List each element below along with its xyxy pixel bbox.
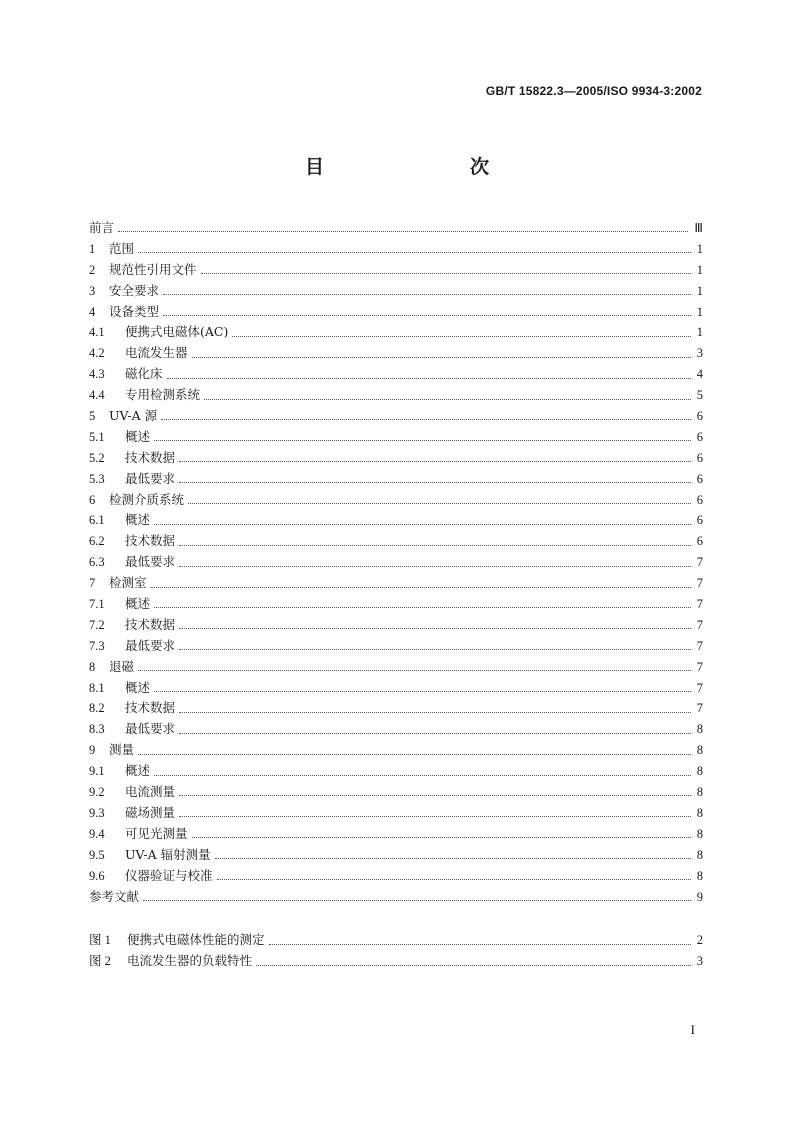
toc-entry[interactable] [89, 364, 703, 385]
toc-entry-title: 便携式电磁体(AC) [125, 324, 229, 340]
toc-leader-dots [179, 544, 691, 546]
toc-entry-title: 检测介质系统 [109, 491, 185, 507]
toc-entry-number: 2 [89, 262, 96, 277]
toc-entry[interactable] [89, 636, 703, 657]
toc-entry-number: 6.3 [89, 555, 105, 570]
toc-entry-number: 9 [89, 743, 96, 758]
toc-entry-title: 规范性引用文件 [109, 261, 197, 277]
toc-leader-dots [167, 377, 691, 379]
toc-entry[interactable] [89, 302, 703, 323]
toc-entry-number: 图 1 [89, 933, 111, 948]
toc-leader-dots [256, 964, 691, 966]
toc-entry-title: 检测室 [109, 575, 147, 591]
toc-leader-dots [143, 899, 691, 901]
toc-entry-title: 最低要求 [125, 554, 176, 570]
toc-entry-title: 专用检测系统 [125, 387, 201, 403]
toc-entry-title: 概述 [125, 596, 151, 612]
toc-entry-number: 4.1 [89, 325, 105, 340]
toc-leader-dots [179, 815, 691, 817]
toc-entry-page: 8 [696, 764, 703, 779]
toc-leader-dots [179, 732, 691, 734]
toc-leader-dots [201, 272, 691, 274]
toc-entry[interactable] [89, 845, 703, 866]
toc-entry[interactable] [89, 406, 703, 427]
toc-entry-title: 设备类型 [109, 303, 160, 319]
toc-entry-page: 8 [696, 722, 703, 737]
toc-entry-title: 电流发生器的负载特性 [127, 953, 253, 969]
toc-figures-section [89, 930, 703, 972]
toc-entry-page: 4 [696, 367, 703, 382]
toc-entry[interactable] [89, 803, 703, 824]
toc-leader-dots [138, 753, 691, 755]
toc-entry-title: 最低要求 [125, 470, 176, 486]
toc-entry-number: 8 [89, 659, 96, 674]
toc-entry[interactable] [89, 782, 703, 803]
toc-leader-dots [163, 314, 691, 316]
toc-entry-page: 3 [696, 954, 703, 969]
toc-entry-title: 电流发生器 [125, 345, 188, 361]
toc-entry-number: 6.1 [89, 513, 105, 528]
toc-entry-title: 范围 [109, 240, 135, 256]
toc-entry-page: 7 [696, 701, 703, 716]
toc-entry-number: 5 [89, 409, 96, 424]
standard-code: GB/T 15822.3—2005/ISO 9934-3:2002 [485, 84, 702, 98]
toc-entry[interactable] [89, 824, 703, 845]
toc-entry-number: 4.4 [89, 388, 105, 403]
toc-entry[interactable] [89, 761, 703, 782]
toc-entry-title: 仪器验证与校准 [125, 867, 213, 883]
table-of-contents [89, 218, 703, 972]
toc-entry-page: 7 [696, 597, 703, 612]
toc-entry-number: 8.1 [89, 680, 105, 695]
toc-entry[interactable] [89, 322, 703, 343]
page-title: 目 次 [304, 156, 525, 178]
toc-entry[interactable] [89, 866, 703, 887]
toc-leader-dots [232, 335, 690, 337]
toc-entry-number: 9.3 [89, 805, 105, 820]
toc-entry-title: 便携式电磁体性能的测定 [127, 932, 265, 948]
toc-entry-number: 7 [89, 576, 96, 591]
toc-entry[interactable] [89, 573, 703, 594]
page-number: I [690, 1022, 695, 1037]
toc-entry-title: 磁化床 [125, 366, 163, 382]
toc-leader-dots [154, 523, 691, 525]
toc-entry-page: 1 [696, 283, 703, 298]
toc-leader-dots [179, 794, 691, 796]
toc-entry-title: 电流测量 [125, 784, 176, 800]
toc-entry[interactable] [89, 427, 703, 448]
toc-leader-dots [192, 356, 691, 358]
toc-leader-dots [215, 857, 691, 859]
toc-entry-number: 3 [89, 283, 96, 298]
toc-main-section [89, 218, 703, 907]
toc-entry-number: 5.3 [89, 471, 105, 486]
toc-entry-number: 5.1 [89, 429, 105, 444]
toc-leader-dots [179, 711, 691, 713]
toc-entry-number: 9.6 [89, 868, 105, 883]
toc-leader-dots [161, 418, 691, 420]
toc-entry-title: 技术数据 [125, 700, 176, 716]
toc-entry-title: 概述 [125, 512, 151, 528]
toc-entry[interactable] [89, 343, 703, 364]
toc-entry-page: 1 [696, 325, 703, 340]
toc-entry-title: 测量 [109, 742, 135, 758]
toc-leader-dots [204, 398, 691, 400]
toc-entry-number: 图 2 [89, 954, 111, 969]
toc-entry[interactable] [89, 698, 703, 719]
toc-entry-page: 3 [696, 346, 703, 361]
toc-entry-title: 磁场测量 [125, 804, 176, 820]
toc-entry-title: 前言 [89, 220, 115, 235]
toc-entry-page: 6 [696, 409, 703, 424]
toc-entry-title: 最低要求 [125, 721, 176, 737]
toc-entry-page: 8 [696, 847, 703, 862]
toc-entry-number: 6.2 [89, 534, 105, 549]
toc-entry-page: 8 [696, 785, 703, 800]
toc-leader-dots [154, 439, 691, 441]
toc-entry-page: 7 [696, 617, 703, 632]
toc-entry-number: 9.2 [89, 785, 105, 800]
toc-entry-page: 7 [696, 576, 703, 591]
toc-entry-number: 7.2 [89, 617, 105, 632]
toc-entry-title: 技术数据 [125, 616, 176, 632]
toc-entry-page: 8 [696, 868, 703, 883]
toc-entry-title: 概述 [125, 679, 151, 695]
toc-leader-dots [269, 943, 691, 945]
toc-entry-title: 概述 [125, 763, 151, 779]
toc-entry-number: 4 [89, 304, 96, 319]
toc-leader-dots [154, 690, 691, 692]
toc-entry[interactable] [89, 448, 703, 469]
toc-leader-dots [151, 586, 691, 588]
toc-entry[interactable] [89, 218, 703, 239]
toc-entry-page: 6 [696, 471, 703, 486]
toc-entry-page: 6 [696, 429, 703, 444]
toc-entry-title: 退磁 [109, 658, 135, 674]
toc-entry-title: 技术数据 [125, 533, 176, 549]
toc-entry[interactable] [89, 887, 703, 908]
toc-leader-dots [118, 230, 688, 232]
toc-entry[interactable] [89, 740, 703, 761]
toc-entry[interactable] [89, 678, 703, 699]
toc-entry-page: 9 [696, 889, 703, 904]
toc-entry-number: 8.3 [89, 722, 105, 737]
toc-entry[interactable] [89, 615, 703, 636]
toc-entry-page: 8 [696, 743, 703, 758]
toc-leader-dots [138, 251, 691, 253]
toc-entry-title: UV-A 源 [109, 408, 158, 424]
toc-entry[interactable] [89, 260, 703, 281]
toc-entry[interactable] [89, 469, 703, 490]
toc-entry-number: 9.1 [89, 764, 105, 779]
toc-entry[interactable] [89, 239, 703, 260]
toc-leader-dots [179, 565, 691, 567]
toc-entry-title: 安全要求 [109, 282, 160, 298]
toc-entry[interactable] [89, 531, 703, 552]
toc-entry-number: 6 [89, 492, 96, 507]
toc-entry-page: 5 [696, 388, 703, 403]
toc-entry[interactable] [89, 490, 703, 511]
toc-leader-dots [163, 293, 691, 295]
toc-entry-number: 4.3 [89, 367, 105, 382]
toc-leader-dots [138, 669, 691, 671]
toc-entry-number: 7.1 [89, 597, 105, 612]
toc-leader-dots [154, 774, 691, 776]
toc-entry-page: 1 [696, 241, 703, 256]
toc-entry-number: 5.2 [89, 450, 105, 465]
toc-entry-title: 最低要求 [125, 637, 176, 653]
toc-leader-dots [154, 606, 691, 608]
toc-entry-page: 8 [696, 826, 703, 841]
toc-entry-page: 8 [696, 805, 703, 820]
toc-entry-page: Ⅲ [694, 221, 703, 235]
toc-entry[interactable] [89, 510, 703, 531]
toc-entry-number: 9.4 [89, 826, 105, 841]
toc-entry[interactable] [89, 385, 703, 406]
toc-entry-page: 6 [696, 492, 703, 507]
toc-leader-dots [217, 878, 691, 880]
toc-entry-number: 8.2 [89, 701, 105, 716]
toc-entry-number: 9.5 [89, 847, 105, 862]
toc-leader-dots [188, 502, 691, 504]
toc-entry-page: 7 [696, 659, 703, 674]
toc-leader-dots [179, 481, 691, 483]
toc-entry-title: 技术数据 [125, 449, 176, 465]
toc-entry-number: 1 [89, 241, 96, 256]
toc-entry-title: 可见光测量 [125, 825, 188, 841]
toc-entry-page: 6 [696, 534, 703, 549]
toc-entry[interactable] [89, 281, 703, 302]
toc-leader-dots [179, 627, 691, 629]
toc-leader-dots [192, 836, 691, 838]
toc-entry[interactable] [89, 594, 703, 615]
toc-leader-dots [179, 460, 691, 462]
toc-entry-page: 1 [696, 262, 703, 277]
toc-leader-dots [179, 648, 691, 650]
toc-entry[interactable] [89, 930, 703, 951]
toc-entry[interactable] [89, 657, 703, 678]
toc-entry-page: 7 [696, 638, 703, 653]
toc-entry-page: 7 [696, 680, 703, 695]
toc-entry-page: 2 [696, 933, 703, 948]
toc-entry-page: 1 [696, 304, 703, 319]
toc-entry-page: 6 [696, 450, 703, 465]
toc-entry-page: 6 [696, 513, 703, 528]
toc-entry-title: 参考文献 [89, 888, 140, 904]
toc-entry[interactable] [89, 719, 703, 740]
toc-entry[interactable] [89, 552, 703, 573]
toc-entry-number: 4.2 [89, 346, 105, 361]
toc-entry-title: UV-A 辐射测量 [125, 846, 211, 862]
toc-entry-page: 7 [696, 555, 703, 570]
toc-entry[interactable] [89, 951, 703, 972]
toc-entry-title: 概述 [125, 428, 151, 444]
toc-entry-number: 7.3 [89, 638, 105, 653]
